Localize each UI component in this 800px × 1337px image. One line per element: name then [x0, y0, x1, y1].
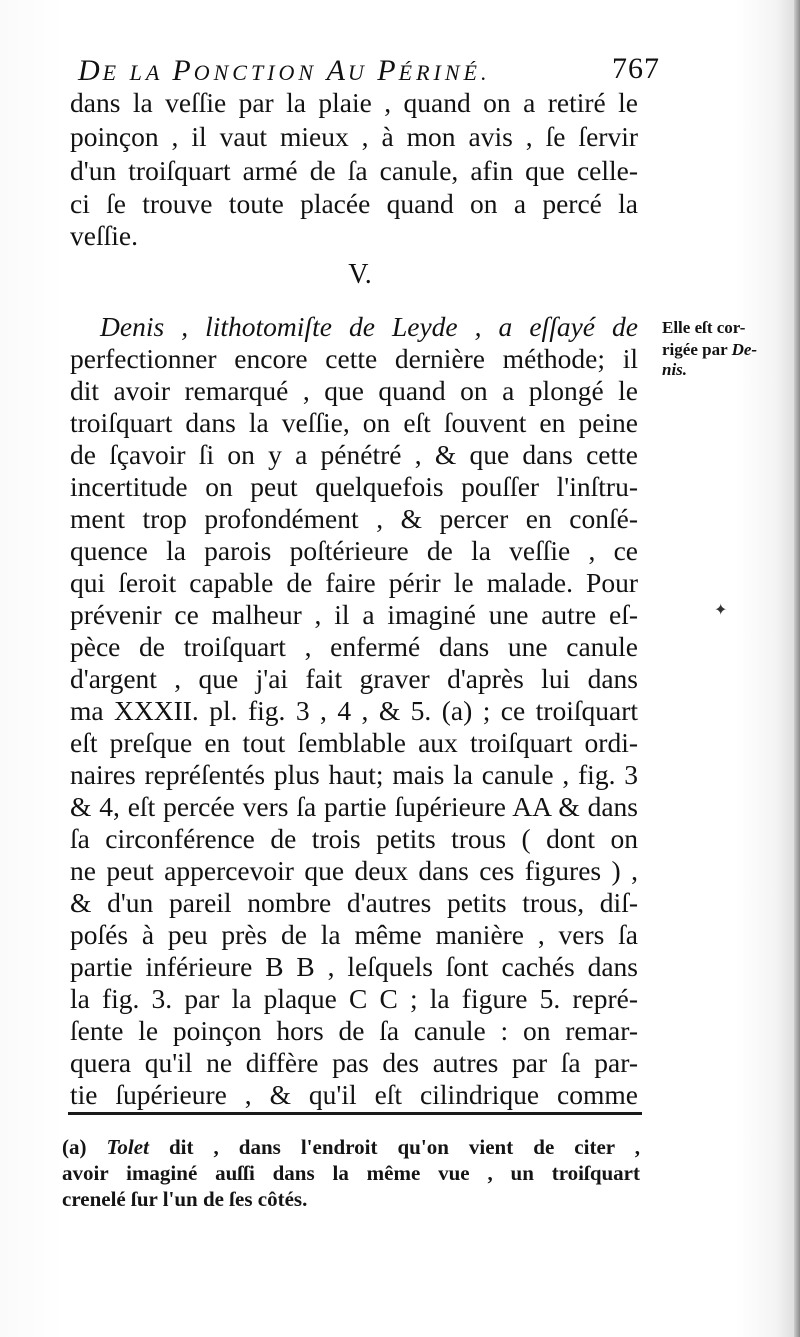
body-line: & d'un pareil nombre d'autres petits trous, diſ-	[70, 887, 638, 918]
body-line: ma XXXII. pl. fig. 3 , 4 , & 5. (a) ; ce troiſquart	[70, 695, 638, 726]
body-line: ſente le poinçon hors de ſa canule : on remar-	[70, 1015, 638, 1046]
body-line: veſſie.	[70, 220, 138, 251]
body-line: incertitude on peut quelquefois pouſſer l'inſtru-	[70, 471, 638, 502]
footnote-rule	[68, 1112, 642, 1115]
body-line: qui ſeroit capable de faire périr le malade. Pour	[70, 567, 638, 598]
title-part: P	[377, 54, 399, 87]
body-line: de ſçavoir ſi on y a pénétré , & que dans cette	[70, 439, 638, 470]
body-line: la fig. 3. par la plaque C C ; la figure 5. repré-	[70, 983, 638, 1014]
page-number: 767	[612, 52, 660, 85]
running-title	[78, 54, 490, 88]
body-line: ſa circonférence de trois petits trous ( dont on	[70, 823, 638, 854]
body-line: poinçon , il vaut mieux , à mon avis , ſe ſervir	[70, 121, 638, 152]
title-part: ÉRINÉ	[398, 60, 481, 85]
margin-note-name: De-	[731, 340, 758, 359]
running-header	[78, 48, 660, 88]
body-line: pèce de troiſquart , enfermé dans une canule	[70, 631, 638, 662]
footnote-line: crenelé ſur l'un de ſes côtés.	[62, 1187, 308, 1211]
title-part: E LA	[102, 60, 173, 85]
body-line: d'un troiſquart armé de ſa canule, afin que celle-	[70, 155, 638, 186]
margin-mark: ✦	[714, 602, 728, 619]
body-line: d'argent , que j'ai fait graver d'après lui dans	[70, 663, 638, 694]
body-line: quence la parois poſtérieure de la veſſie , ce	[70, 535, 638, 566]
body-line: troiſquart dans la veſſie, on eſt ſouvent en peine	[70, 407, 638, 438]
body-line: ne peut appercevoir que deux dans ces figures ) ,	[70, 855, 638, 886]
title-part: U	[347, 60, 378, 85]
footnote-marker: (a)	[62, 1135, 107, 1159]
title-part: A	[326, 54, 348, 87]
body-line: ci ſe trouve toute placée quand on a percé la	[70, 188, 638, 219]
body-line: quera qu'il ne diffère pas des autres par ſa par-	[70, 1047, 638, 1078]
section-number: V.	[348, 259, 372, 290]
body-line: prévenir ce malheur , il a imaginé une autre eſ-	[70, 599, 638, 630]
page-edge	[794, 0, 800, 1337]
title-part: D	[78, 54, 103, 87]
margin-note-line	[662, 340, 757, 360]
title-part: .	[480, 60, 491, 85]
body-line: naires repréſentés plus haut; mais la canule , fig. 3	[70, 759, 638, 790]
body-line: & 4, eſt percée vers ſa partie ſupérieure AA & dans	[70, 791, 638, 822]
body-line: eſt preſque en tout ſemblable aux troiſquart ordi-	[70, 727, 638, 758]
body-line: ment trop profondément , & percer en conſé-	[70, 503, 638, 534]
body-line: tie ſupérieure , & qu'il eſt cilindrique comme	[70, 1079, 638, 1110]
body-line: poſés à peu près de la même manière , vers ſa	[70, 919, 638, 950]
title-part: ONCTION	[193, 60, 327, 85]
footnote-text: dit , dans l'endroit qu'on vient de citer ,	[148, 1135, 640, 1159]
footnote-author: Tolet	[106, 1135, 149, 1159]
margin-note-line: Elle eſt cor-	[662, 318, 746, 337]
body-line: partie inférieure B B , leſquels ſont cachés dans	[70, 951, 638, 982]
margin-note-line	[662, 360, 687, 380]
body-line-first	[100, 310, 638, 344]
margin-note-text: rigée par	[662, 340, 732, 359]
body-line: dans la veſſie par la plaie , quand on a retiré le	[70, 87, 638, 118]
footnote-line	[62, 1134, 640, 1160]
body-line: perfectionner encore cette dernière méthode; il	[70, 343, 638, 374]
title-part: P	[172, 54, 194, 87]
body-line-text: Denis , lithotomiſte de Leyde , a eſſayé de	[100, 311, 638, 342]
footnote-line: avoir imaginé auſſi dans la même vue , un troiſquart	[62, 1161, 640, 1185]
margin-note-name: nis.	[662, 360, 688, 379]
body-line: dit avoir remarqué , que quand on a plongé le	[70, 375, 638, 406]
